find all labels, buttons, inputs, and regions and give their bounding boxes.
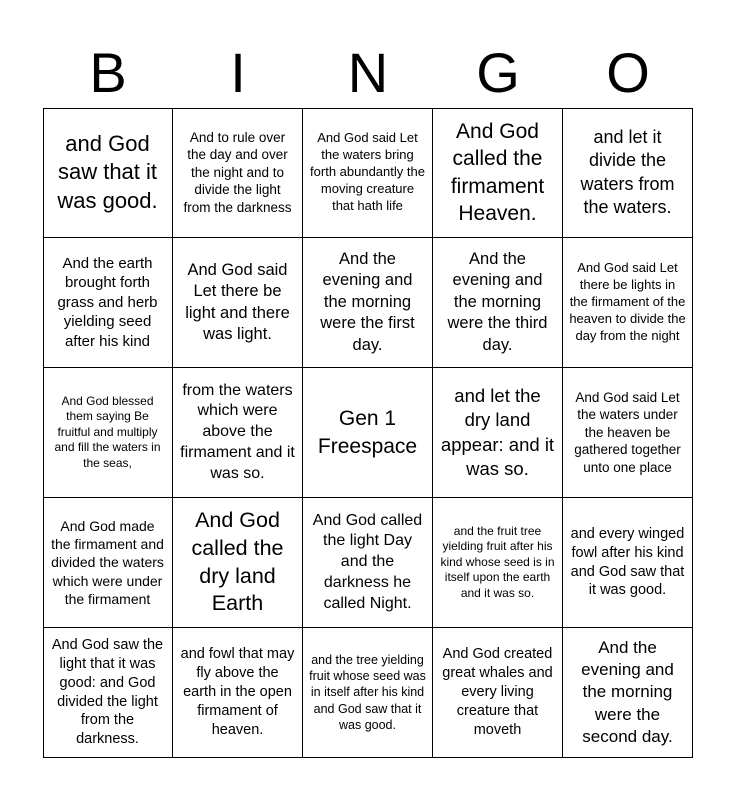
bingo-cell-text: And the evening and the morning were the first day. <box>320 249 415 354</box>
bingo-cell[interactable] <box>563 368 693 498</box>
bingo-cell-text: Gen 1 Freespace <box>317 407 418 458</box>
bingo-cell-text: And God called the dry land Earth <box>191 507 284 616</box>
bingo-cell[interactable] <box>303 108 433 238</box>
bingo-cell[interactable] <box>563 108 693 238</box>
bingo-cell[interactable] <box>303 628 433 758</box>
header-letter-g: G <box>476 41 520 104</box>
bingo-cell-text: And God called the firmament Heaven. <box>450 119 545 225</box>
bingo-cell[interactable] <box>173 108 303 238</box>
bingo-cell-text: And the evening and the morning were the second day. <box>581 638 674 746</box>
header-letter-b: B <box>89 41 127 104</box>
bingo-cell-text: And the evening and the morning were the third day. <box>447 249 548 354</box>
bingo-cell-text: And God said Let there be lights in the firmament of the heaven to divide the day from the night <box>569 260 686 343</box>
bingo-cell-text: And God said Let there be light and there was light. <box>185 260 290 343</box>
header-letter-n: N <box>347 41 389 104</box>
bingo-cell[interactable] <box>43 108 173 238</box>
bingo-cell-text: And to rule over the day and over the night and to divide the light from the darkness <box>183 129 292 215</box>
bingo-cell[interactable] <box>433 368 563 498</box>
bingo-cell-text: And God said Let the waters bring forth abundantly the moving creature that hath life <box>310 130 425 213</box>
bingo-cell[interactable] <box>303 238 433 368</box>
bingo-cell-text: and fowl that may fly above the earth in the open firmament of heaven. <box>180 646 295 738</box>
bingo-cell-text: And the earth brought forth grass and herb yielding seed after his kind <box>57 254 158 350</box>
bingo-cell[interactable] <box>173 238 303 368</box>
bingo-card-grid <box>43 108 693 758</box>
free-space-cell[interactable] <box>303 368 433 498</box>
bingo-cell-text: And God blessed them saying Be fruitful and multiply and fill the waters in the seas, <box>54 393 161 470</box>
bingo-cell[interactable] <box>173 498 303 628</box>
bingo-cell[interactable] <box>43 628 173 758</box>
bingo-cell[interactable] <box>563 238 693 368</box>
bingo-cell[interactable] <box>563 498 693 628</box>
bingo-cell[interactable] <box>433 238 563 368</box>
bingo-cell[interactable] <box>563 628 693 758</box>
bingo-cell[interactable] <box>303 498 433 628</box>
bingo-cell-text: And God said Let the waters under the heaven be gathered together unto one place <box>574 389 681 475</box>
bingo-cell[interactable] <box>43 368 173 498</box>
bingo-cell-text: And God called the light Day and the darkness he called Night. <box>312 511 423 612</box>
bingo-cell[interactable] <box>433 628 563 758</box>
bingo-cell[interactable] <box>43 238 173 368</box>
bingo-cell-text: and the fruit tree yielding fruit after his kind whose seed is in itself upon the earth and it was so. <box>440 523 555 600</box>
header-letter-i: I <box>230 41 246 104</box>
bingo-cell-text: and let it divide the waters from the waters. <box>580 126 675 217</box>
bingo-cell-text: And God saw the light that it was good: and God divided the light from the darkness. <box>51 636 164 748</box>
bingo-cell[interactable] <box>173 368 303 498</box>
header-letter-o: O <box>606 41 650 104</box>
bingo-header <box>43 42 693 104</box>
bingo-cell[interactable] <box>433 108 563 238</box>
bingo-cell[interactable] <box>43 498 173 628</box>
bingo-cell-text: and let the dry land appear: and it was so. <box>440 385 555 479</box>
bingo-cell-text: and the tree yielding fruit whose seed was in itself after his kind and God saw that it was good. <box>309 652 426 732</box>
bingo-cell-text: And God created great whales and every living creature that moveth <box>442 646 553 738</box>
bingo-cell[interactable] <box>433 498 563 628</box>
bingo-cell[interactable] <box>173 628 303 758</box>
bingo-cell-text: And God made the firmament and divided the waters which were under the firmament <box>51 518 164 607</box>
bingo-cell-text: and God saw that it was good. <box>57 130 158 213</box>
bingo-cell-text: and every winged fowl after his kind and God saw that it was good. <box>570 525 685 599</box>
bingo-cell-text: from the waters which were above the firmament and it was so. <box>180 381 295 482</box>
